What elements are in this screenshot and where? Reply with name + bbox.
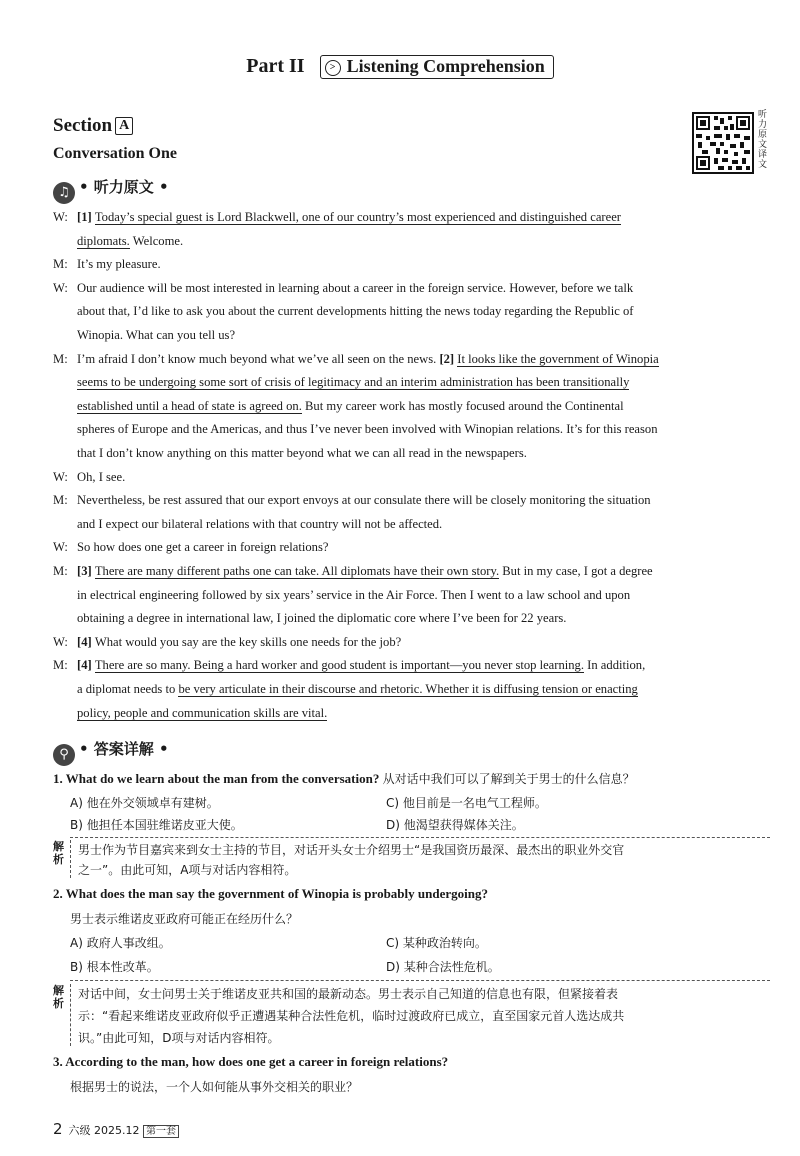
speaker-label: W: [53, 634, 68, 649]
analysis-2-bar [70, 984, 71, 1046]
analysis-1-rule [70, 837, 770, 838]
underlined-text: diplomats. [77, 233, 130, 248]
q2-option-d: D) 某种合法性危机。 [386, 960, 500, 974]
transcript-line [53, 210, 621, 225]
transcript-line [77, 422, 658, 437]
transcript-text: obtaining a degree in international law, I joined the diplomatic core where I’ve been for 22 years. [77, 611, 567, 626]
q2-option-c: C) 某种政治转向。 [386, 936, 487, 950]
part-title-box [320, 55, 554, 79]
analysis-1-bar [70, 840, 71, 878]
q2-option-a: A) 政府人事改组。 [70, 936, 171, 950]
transcript-line [77, 375, 629, 390]
analysis-2-rule [70, 980, 770, 981]
cue-number: [3] [77, 564, 95, 578]
q1-option-c: C) 他目前是一名电气工程师。 [386, 796, 547, 810]
transcript-text: But in my case, I got a degree [499, 564, 653, 578]
transcript-line [53, 658, 645, 673]
part-heading [0, 55, 800, 79]
analysis-1-line-2: 之一”。由此可知，A项与对话内容相符。 [78, 863, 297, 877]
section-badge: A [115, 117, 133, 135]
underlined-text: be very articulate in their discourse and rhetoric. Whether it is diffusing tension or enacting [178, 682, 638, 696]
transcript-text: spheres of Europe and the Americas, and thus I’ve never been involved with Winopian relations. It’s for this reason [77, 422, 658, 437]
conversation-title: Conversation One [53, 145, 177, 162]
cue-number: [4] [77, 658, 95, 673]
speaker-label: M: [53, 564, 68, 578]
analysis-2-line-3: 识。”由此可知，D项与对话内容相符。 [78, 1031, 280, 1045]
transcript-text: that I don’t know anything on this matter beyond what we can all read in the newspapers. [77, 446, 527, 460]
underlined-text: established until a head of state is agreed on. [77, 398, 302, 413]
analysis-1-line-1: 男士作为节目嘉宾来到女士主持的节目，对话开头女士介绍男士“是我国资历最深、最杰出的职业外交官 [78, 843, 625, 857]
underlined-text: Today’s special guest is Lord Blackwell, one of our country’s most experienced and distinguished career [94, 210, 622, 224]
transcript-text: Oh, I see. [77, 469, 126, 484]
page-footer [53, 1120, 179, 1138]
transcript-heading: ♫ • 听力原文 • [53, 176, 169, 204]
transcript-text: about that, I’d like to ask you about the current developments hitting the news today regarding the Republic of [77, 304, 634, 319]
transcript-text: a diplomat needs to [77, 682, 179, 696]
speaker-label: W: [53, 210, 68, 224]
underlined-text: There are many different paths one can take. All diplomats have their own story. [94, 564, 500, 578]
question-2: 2. What does the man say the government of Winopia is probably undergoing? [53, 886, 488, 901]
underlined-text: It looks like the government of Winopia [457, 351, 659, 366]
transcript-text: in electrical engineering followed by six years’ service in the Air Force. Then I went to a law school and upon [77, 587, 631, 602]
transcript-line [77, 611, 566, 626]
analysis-2-line-1: 对话中间，女士问男士关于维诺皮亚共和国的最新动态。男士表示自己知道的信息也有限，但紧接着表 [78, 987, 619, 1001]
footer-text: 六级 2025.12 [68, 1124, 140, 1137]
transcript-line [53, 493, 651, 508]
transcript-line [53, 564, 653, 579]
transcript-line [53, 281, 633, 296]
part-title: Listening Comprehension [346, 56, 545, 76]
q1-option-d: D) 他渴望获得媒体关注。 [386, 818, 524, 832]
transcript-line [53, 635, 401, 650]
magnifier-icon: ⚲ [53, 744, 75, 766]
transcript-line [77, 682, 638, 697]
transcript-text: Nevertheless, be rest assured that our export envoys at our consulate there will be closely monitoring the situation [77, 493, 651, 508]
question-2-zh: 男士表示维诺皮亚政府可能正在经历什么？ [70, 912, 299, 926]
speaker-label: M: [53, 658, 68, 673]
transcript-text: and I expect our bilateral relations with that country will not be affected. [77, 516, 443, 531]
transcript-line [77, 304, 633, 319]
transcript-line [53, 257, 161, 272]
transcript-line [77, 328, 235, 343]
transcript-text: What would you say are the key skills one needs for the job? [94, 634, 402, 649]
transcript-text: Our audience will be most interested in learning about a career in the foreign service. However, before we talk [77, 280, 634, 295]
analysis-1-label: 解析 [53, 840, 64, 866]
speaker-label: M: [53, 493, 68, 508]
question-3: 3. According to the man, how does one get a career in foreign relations? [53, 1054, 449, 1069]
section-title [53, 115, 133, 137]
speaker-label: W: [53, 280, 68, 295]
transcript-line [77, 517, 442, 532]
footer-tag: 第一套 [143, 1125, 179, 1138]
transcript-text: Winopia. What can you tell us? [77, 328, 236, 342]
transcript-text: It’s my pleasure. [77, 257, 161, 272]
transcript-text: I’m afraid I don’t know much beyond what we’ve all seen on the news. [77, 351, 440, 366]
qr-label: 听力原文译文 [758, 110, 768, 170]
transcript-line [53, 470, 125, 485]
question-3-zh: 根据男士的说法，一个人如何能从事外交相关的职业？ [70, 1080, 359, 1094]
page-number: 2 [53, 1120, 63, 1138]
underlined-text: There are so many. Being a hard worker and good student is important—you never stop learning. [94, 658, 585, 673]
underlined-text: seems to be undergoing some sort of crisis of legitimacy and an interim administration has been transitionally [77, 375, 630, 390]
q1-option-a: A) 他在外交领域卓有建树。 [70, 796, 219, 810]
transcript-line [77, 706, 327, 721]
q2-option-b: B) 根本性改革。 [70, 960, 159, 974]
question-1: 1. What do we learn about the man from the conversation? 从对话中我们可以了解到关于男士的什么信息？ [53, 771, 635, 786]
cue-number: [1] [77, 210, 95, 224]
headphones-icon: ♫ [53, 182, 75, 204]
cue-number: [2] [439, 351, 458, 366]
chevron-right-icon: > [325, 60, 341, 76]
speaker-label: M: [53, 257, 68, 272]
transcript-line [77, 588, 630, 603]
transcript-text: Welcome. [129, 233, 184, 248]
answers-heading: ⚲ • 答案详解 • [53, 738, 169, 766]
analysis-2-label: 解析 [53, 984, 64, 1010]
speaker-label: W: [53, 540, 68, 555]
q1-option-b: B) 他担任本国驻维诺皮亚大使。 [70, 818, 243, 832]
cue-number: [4] [77, 634, 95, 649]
transcript-line [53, 352, 659, 367]
transcript-line [77, 446, 527, 461]
transcript-line [77, 399, 624, 414]
transcript-line [53, 540, 328, 555]
section-label: Section [53, 115, 113, 136]
speaker-label: M: [53, 351, 68, 366]
transcript-line [77, 234, 183, 249]
transcript-text: In addition, [584, 658, 646, 673]
speaker-label: W: [53, 469, 68, 484]
transcript-text: But my career work has mostly focused around the Continental [301, 398, 624, 413]
qr-code-icon[interactable] [692, 112, 754, 174]
transcript-text: So how does one get a career in foreign relations? [77, 540, 329, 555]
analysis-2-line-2: 示：“看起来维诺皮亚政府似乎正遭遇某种合法性危机，临时过渡政府已成立，直至国家元首人选达成共 [78, 1009, 625, 1023]
part-label: Part II [246, 55, 305, 77]
underlined-text: policy, people and communication skills are vital. [77, 705, 328, 720]
